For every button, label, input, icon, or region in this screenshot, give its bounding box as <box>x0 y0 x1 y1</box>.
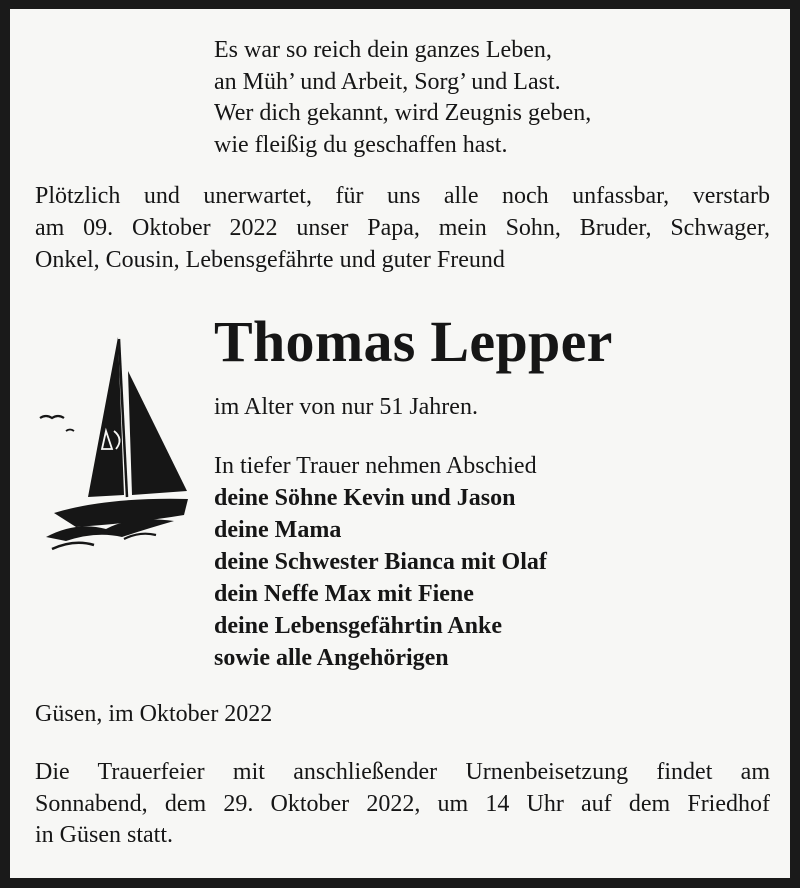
mourners-block <box>214 450 547 674</box>
funeral-line: Sonnabend, dem 29. Oktober 2022, um 14 Uhr auf dem Friedhof <box>35 790 770 817</box>
mourner-line: deine Mama <box>214 517 342 543</box>
deceased-name: Thomas Lepper <box>214 309 613 374</box>
poem-line: an Müh’ und Arbeit, Sorg’ und Last. <box>214 68 561 95</box>
intro-line: Onkel, Cousin, Lebensgefährte und guter Freund <box>35 247 505 273</box>
sailboat-icon <box>36 325 191 555</box>
mourner-line: dein Neffe Max mit Fiene <box>214 581 474 607</box>
poem <box>214 35 591 161</box>
place-date: Güsen, im Oktober 2022 <box>35 701 273 727</box>
funeral-info <box>35 757 770 852</box>
obituary-card <box>10 9 790 878</box>
intro-text <box>35 180 770 276</box>
intro-line: am 09. Oktober 2022 unser Papa, mein Sohn, Bruder, Schwager, <box>35 215 770 241</box>
poem-line: Es war so reich dein ganzes Leben, <box>214 37 552 63</box>
mourner-line: sowie alle Angehörigen <box>214 645 449 671</box>
poem-line: wie fleißig du geschaffen hast. <box>214 131 508 158</box>
mourner-line: deine Söhne Kevin und Jason <box>214 485 516 511</box>
funeral-line: in Güsen statt. <box>35 822 173 848</box>
intro-line: Plötzlich und unerwartet, für uns alle noch unfassbar, verstarb <box>35 183 770 209</box>
age-text: im Alter von nur 51 Jahren. <box>214 394 478 420</box>
mourner-line: deine Lebensgefährtin Anke <box>214 613 503 639</box>
funeral-line: Die Trauerfeier mit anschließender Urnenbeisetzung findet am <box>35 759 770 785</box>
mourners-heading: In tiefer Trauer nehmen Abschied <box>214 453 537 479</box>
mourner-line: deine Schwester Bianca mit Olaf <box>214 549 547 575</box>
poem-line: Wer dich gekannt, wird Zeugnis geben, <box>214 100 592 126</box>
